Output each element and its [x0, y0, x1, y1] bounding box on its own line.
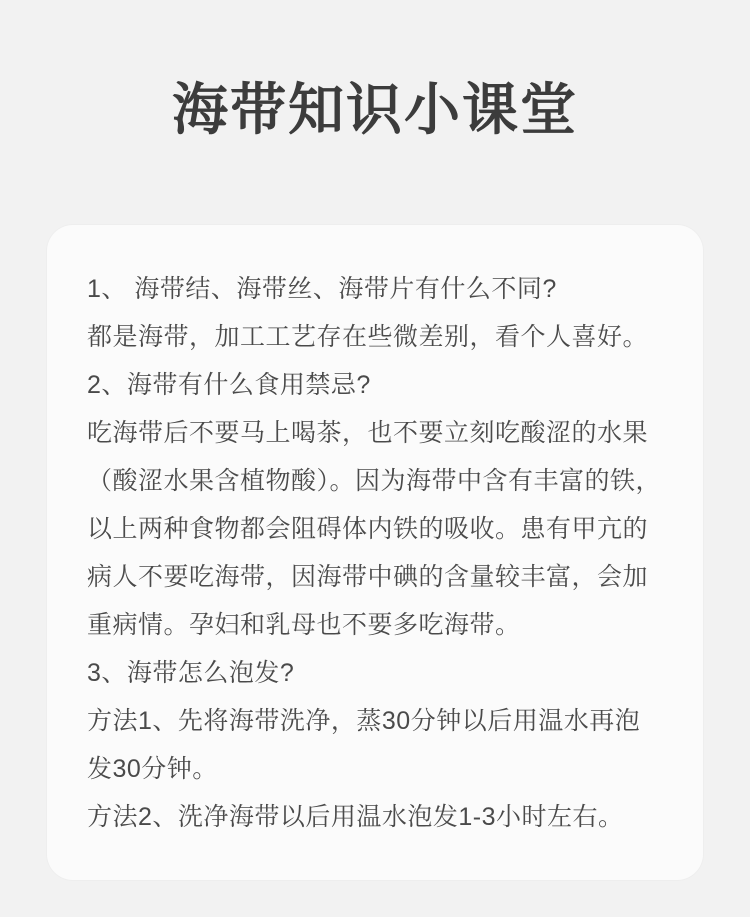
qa-item: [87, 265, 663, 361]
qa-question: 2、海带有什么食用禁忌?: [87, 371, 371, 399]
qa-question: 1、 海带结、海带丝、海带片有什么不同?: [87, 275, 557, 303]
qa-item: [87, 649, 663, 841]
qa-list: [87, 265, 663, 841]
page-title: 海带知识小课堂: [172, 78, 578, 141]
qa-answer: 吃海带后不要马上喝茶，也不要立刻吃酸涩的水果（酸涩水果含植物酸）。因为海带中含有丰富的铁，以上两种食物都会阻碍体内铁的吸收。患有甲亢的病人不要吃海带，因海带中碘的含量较丰富，会加重病情。孕妇和乳母也不要多吃海带。: [87, 419, 662, 639]
qa-answer: 方法2、洗净海带以后用温水泡发1-3小时左右。: [87, 803, 624, 831]
qa-item: [87, 361, 663, 649]
qa-card: [47, 225, 703, 880]
qa-answer: 都是海带，加工工艺存在些微差别，看个人喜好。: [87, 323, 649, 351]
qa-question: 3、海带怎么泡发?: [87, 659, 295, 687]
qa-answer: 方法1、先将海带洗净，蒸30分钟以后用温水再泡发30分钟。: [87, 707, 641, 783]
